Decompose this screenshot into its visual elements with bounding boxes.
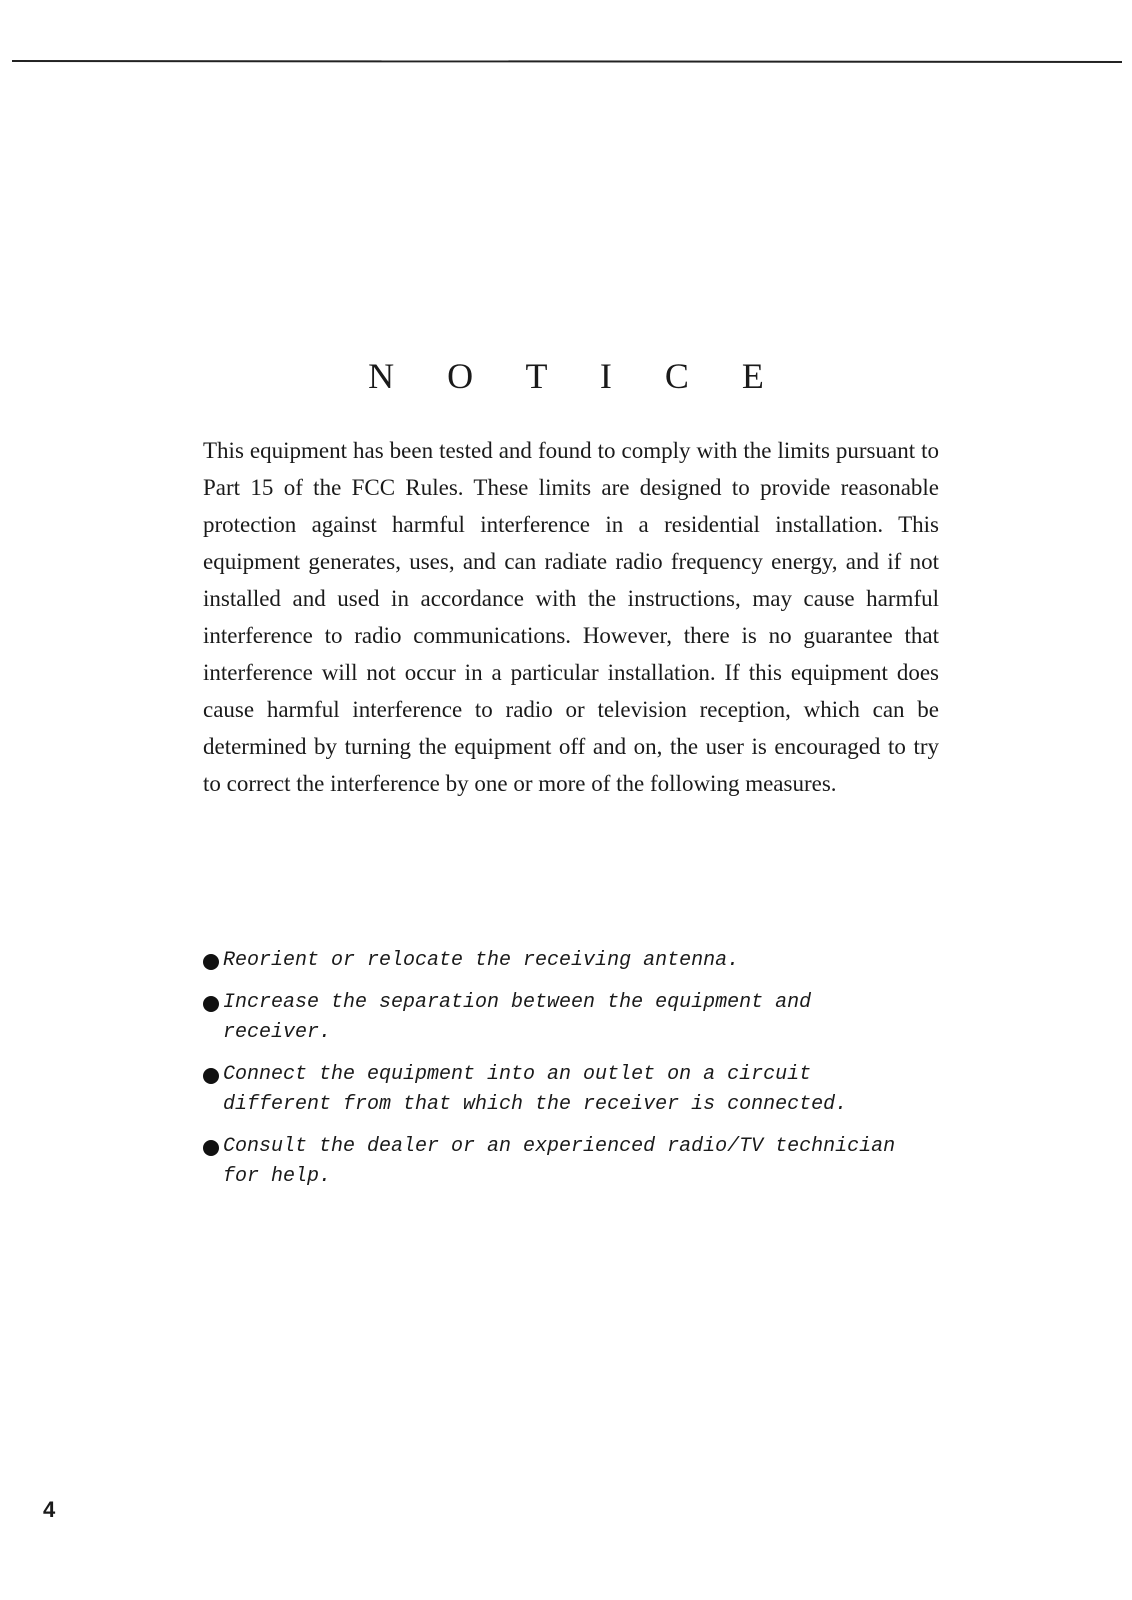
bullet-icon: [203, 1140, 219, 1156]
measure-text: Reorient or relocate the receiving antenna.: [223, 949, 740, 972]
measure-text: Consult the dealer or an experienced radio/TV technician for help.: [223, 1135, 896, 1188]
measure-text: Increase the separation between the equipment and receiver.: [223, 991, 812, 1044]
notice-body: This equipment has been tested and found to comply with the limits pursuant to Part 15 of the FCC Rules. These limits are designed to provide reasonable protection against harmful interference in a residential installation. This equipment generates, uses, and can radiate radio frequency energy, and if not installed and used in accordance with the instructions, may cause harmful interference to radio communications. However, there is no guarantee that interference will not occur in a particular installation. If this equipment does cause harmful interference to radio or television reception, which can be determined by turning the equipment off and on, the user is encouraged to try to correct the interference by one or more of the following measures.: [203, 438, 939, 796]
measure-text: Connect the equipment into an outlet on a circuit different from that which the receiver is connected.: [223, 1063, 848, 1116]
top-rule: [12, 60, 1122, 63]
page-number: 4: [43, 1497, 56, 1522]
list-item: [203, 988, 923, 1048]
list-item: [203, 1132, 923, 1192]
measures-list: [203, 946, 923, 1204]
bullet-icon: [203, 954, 219, 970]
bullet-icon: [203, 996, 219, 1012]
bullet-icon: [203, 1068, 219, 1084]
page-title: N O T I C E: [368, 356, 786, 396]
list-item: [203, 946, 923, 976]
list-item: [203, 1060, 923, 1120]
